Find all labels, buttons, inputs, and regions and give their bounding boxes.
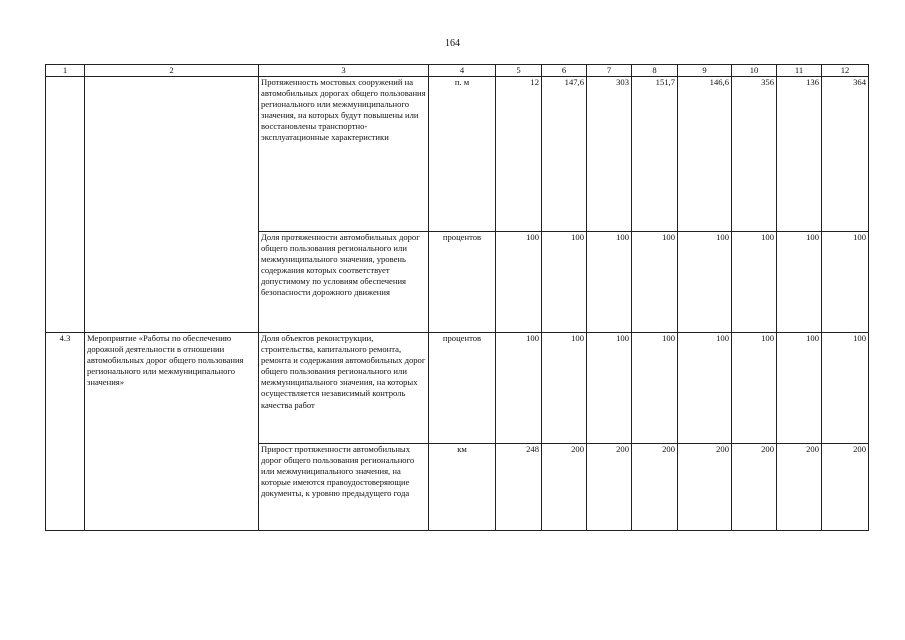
value-cell: 136 (777, 77, 822, 232)
unit-cell: п. м (429, 77, 496, 232)
value-cell: 100 (777, 232, 822, 333)
value-cell: 200 (678, 444, 732, 531)
value-cell: 100 (632, 232, 678, 333)
unit-cell: процентов (429, 333, 496, 444)
indicator-cell: Протяженность мостовых сооружений на автомобильных дорогах общего пользования регионального или межмуниципального значения, на которых будут повышены или восстановлены транспортно-эксплуатационные характеристики (259, 77, 429, 232)
value-cell: 200 (777, 444, 822, 531)
column-header: 10 (732, 65, 777, 77)
column-header: 8 (632, 65, 678, 77)
value-cell: 364 (822, 77, 869, 232)
value-cell: 200 (822, 444, 869, 531)
value-cell: 100 (822, 333, 869, 444)
value-cell: 100 (587, 333, 632, 444)
value-cell: 100 (777, 333, 822, 444)
value-cell: 100 (542, 333, 587, 444)
value-cell: 100 (542, 232, 587, 333)
value-cell: 200 (632, 444, 678, 531)
row-number-cell (46, 77, 85, 333)
value-cell: 200 (732, 444, 777, 531)
indicator-cell: Доля объектов реконструкции, строительства, капитального ремонта, ремонта и содержания автомобильных дорог общего пользования регионального или межмуниципального значения, на которых осуществляется независимый контроль качества работ (259, 333, 429, 444)
page-number: 164 (445, 38, 460, 49)
column-header: 1 (46, 65, 85, 77)
column-header: 4 (429, 65, 496, 77)
value-cell: 100 (587, 232, 632, 333)
value-cell: 100 (822, 232, 869, 333)
indicator-cell: Доля протяженности автомобильных дорог общего пользования регионального или межмуниципального значения, уровень содержания которых соответствует допустимому по условиям обеспечения безопасности дорожного движения (259, 232, 429, 333)
value-cell: 151,7 (632, 77, 678, 232)
value-cell: 100 (732, 232, 777, 333)
value-cell: 12 (496, 77, 542, 232)
value-cell: 100 (678, 333, 732, 444)
column-header: 9 (678, 65, 732, 77)
indicators-table (45, 64, 869, 531)
column-number-row (46, 65, 869, 77)
column-header: 2 (85, 65, 259, 77)
row-number-cell: 4.3 (46, 333, 85, 531)
value-cell: 248 (496, 444, 542, 531)
column-header: 11 (777, 65, 822, 77)
value-cell: 100 (496, 232, 542, 333)
measure-cell: Мероприятие «Работы по обеспечению дорожной деятельности в отношении автомобильных дорог общего пользования регионального или межмуниципального значения» (85, 333, 259, 531)
unit-cell: процентов (429, 232, 496, 333)
measure-cell (85, 77, 259, 333)
value-cell: 200 (587, 444, 632, 531)
value-cell: 100 (678, 232, 732, 333)
value-cell: 100 (632, 333, 678, 444)
column-header: 3 (259, 65, 429, 77)
value-cell: 303 (587, 77, 632, 232)
column-header: 5 (496, 65, 542, 77)
column-header: 6 (542, 65, 587, 77)
column-header: 7 (587, 65, 632, 77)
table-row (46, 333, 869, 444)
value-cell: 200 (542, 444, 587, 531)
unit-cell: км (429, 444, 496, 531)
value-cell: 147,6 (542, 77, 587, 232)
value-cell: 100 (732, 333, 777, 444)
column-header: 12 (822, 65, 869, 77)
value-cell: 146,6 (678, 77, 732, 232)
indicator-cell: Прирост протяженности автомобильных дорог общего пользования регионального или межмуниципального значения, на которые имеются правоудостоверяющие документы, к уровню предыдущего года (259, 444, 429, 531)
table-row (46, 77, 869, 232)
value-cell: 356 (732, 77, 777, 232)
value-cell: 100 (496, 333, 542, 444)
